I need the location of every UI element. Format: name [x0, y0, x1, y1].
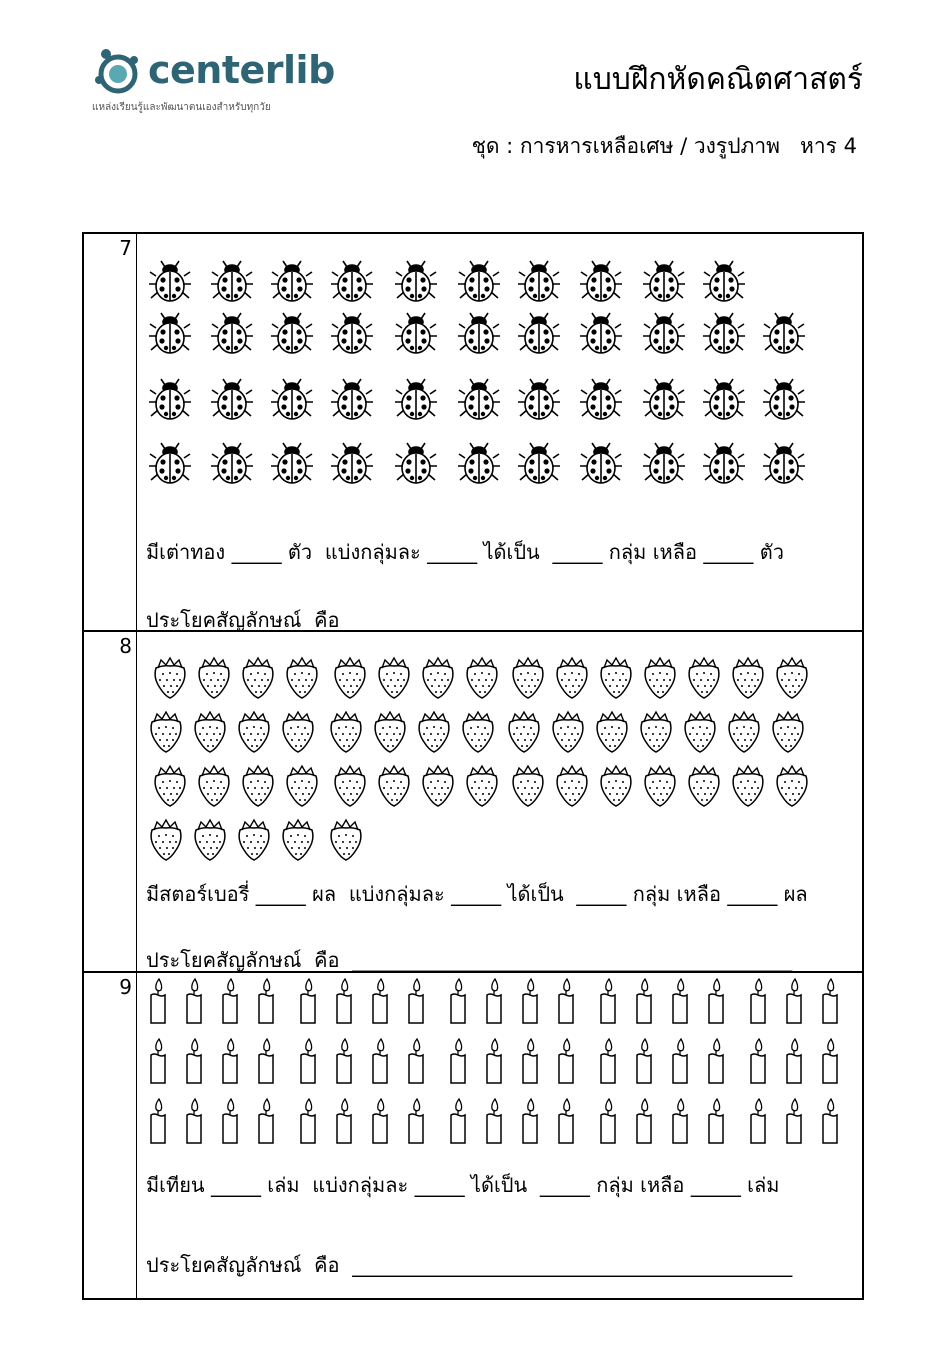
candle-icon[interactable] [220, 1037, 240, 1085]
strawberry-icon[interactable] [504, 710, 544, 754]
answer-blank-groups[interactable]: _____ [539, 1173, 590, 1197]
answer-blank-groups[interactable]: _____ [576, 882, 627, 906]
ladybug-icon[interactable] [268, 310, 316, 358]
sentence-blank[interactable]: ____________________________________________ [352, 608, 793, 632]
candle-icon[interactable] [298, 1097, 318, 1145]
candle-icon[interactable] [220, 977, 240, 1025]
sentence-label: ประโยคสัญลักษณ์ คือ [146, 1253, 340, 1277]
candle-icon[interactable] [598, 1097, 618, 1145]
strawberry-icon[interactable] [636, 710, 676, 754]
strawberry-icon[interactable] [234, 818, 274, 862]
sentence-label: ประโยคสัญลักษณ์ คือ [146, 948, 340, 972]
candle-icon[interactable] [256, 1097, 276, 1145]
answer-blank-remainder[interactable]: _____ [703, 540, 754, 564]
candle-icon[interactable] [220, 1097, 240, 1145]
ladybug-icon[interactable] [328, 258, 376, 306]
subtitle-prefix: ชุด : [471, 134, 520, 158]
strawberry-icon[interactable] [190, 818, 230, 862]
candle-icon[interactable] [184, 977, 204, 1025]
strawberry-icon[interactable] [772, 764, 812, 808]
worksheet-subtitle [472, 130, 857, 163]
candle-icon[interactable] [748, 1037, 768, 1085]
strawberry-icon[interactable] [414, 710, 454, 754]
ladybug-icon[interactable] [328, 440, 376, 488]
strawberry-icon[interactable] [640, 656, 680, 700]
ladybug-icon[interactable] [455, 258, 503, 306]
strawberry-icon[interactable] [508, 656, 548, 700]
ladybug-icon[interactable] [577, 310, 625, 358]
answer-blank-total[interactable]: _____ [255, 882, 306, 906]
ladybug-icon[interactable] [700, 310, 748, 358]
exercise-number: 7 [119, 236, 132, 260]
candle-icon[interactable] [820, 977, 840, 1025]
exercise-number: 8 [119, 634, 132, 658]
strawberry-icon[interactable] [282, 656, 322, 700]
strawberry-icon[interactable] [150, 764, 190, 808]
candle-icon[interactable] [334, 1097, 354, 1145]
candle-icon[interactable] [706, 977, 726, 1025]
strawberry-icon[interactable] [326, 710, 366, 754]
strawberry-icon[interactable] [146, 818, 186, 862]
ladybug-icon[interactable] [392, 310, 440, 358]
candle-icon[interactable] [448, 977, 468, 1025]
strawberry-icon[interactable] [462, 764, 502, 808]
strawberry-icon[interactable] [418, 656, 458, 700]
strawberry-icon[interactable] [146, 710, 186, 754]
strawberry-icon[interactable] [418, 764, 458, 808]
ladybug-icon[interactable] [640, 258, 688, 306]
ladybug-icon[interactable] [700, 440, 748, 488]
logo-text: centerlib [148, 48, 335, 92]
ladybug-icon[interactable] [760, 440, 808, 488]
ladybug-icon[interactable] [146, 440, 194, 488]
strawberry-icon[interactable] [596, 764, 636, 808]
strawberry-icon[interactable] [728, 764, 768, 808]
candle-icon[interactable] [670, 1037, 690, 1085]
ladybug-icon[interactable] [515, 440, 563, 488]
centerlib-logo [92, 40, 352, 120]
strawberry-icon[interactable] [640, 764, 680, 808]
sentence-label: ประโยคสัญลักษณ์ คือ [146, 608, 340, 632]
strawberry-icon[interactable] [596, 656, 636, 700]
exercise-row-7 [84, 234, 862, 630]
strawberry-icon[interactable] [680, 710, 720, 754]
candle-icon[interactable] [784, 977, 804, 1025]
answer-blank-group-size[interactable]: _____ [427, 540, 478, 564]
strawberry-icon[interactable] [234, 710, 274, 754]
ladybug-icon[interactable] [392, 258, 440, 306]
strawberry-icon[interactable] [684, 656, 724, 700]
strawberry-icon[interactable] [238, 764, 278, 808]
candle-icon[interactable] [298, 1037, 318, 1085]
ladybug-icon[interactable] [577, 376, 625, 424]
page-title: แบบฝึกหัดคณิตศาสตร์ [573, 62, 863, 97]
ladybug-icon[interactable] [208, 310, 256, 358]
candle-icon[interactable] [148, 1037, 168, 1085]
candle-icon[interactable] [370, 977, 390, 1025]
exercise-row-8 [84, 632, 862, 971]
strawberry-icon[interactable] [508, 764, 548, 808]
strawberry-icon[interactable] [194, 764, 234, 808]
candle-icon[interactable] [784, 1037, 804, 1085]
logo-tagline: แหล่งเรียนรู้และพัฒนาตนเองสำหรับทุกวัย [92, 102, 271, 113]
exercise-table [82, 232, 864, 1300]
candle-icon[interactable] [256, 977, 276, 1025]
strawberry-icon[interactable] [458, 710, 498, 754]
ladybug-icon[interactable] [208, 440, 256, 488]
candle-icon[interactable] [670, 1097, 690, 1145]
ladybug-icon[interactable] [640, 376, 688, 424]
question-line: มีเต่าทอง _____ ตัว แบ่งกลุ่มละ _____ ได้เป็น _____ กลุ่ม เหลือ _____ ตัว [146, 540, 784, 564]
exercise-row-9 [84, 973, 862, 1300]
ladybug-icon[interactable] [640, 440, 688, 488]
ladybug-icon[interactable] [328, 376, 376, 424]
candle-icon[interactable] [484, 1097, 504, 1145]
candle-icon[interactable] [748, 1097, 768, 1145]
ladybug-icon[interactable] [640, 310, 688, 358]
ladybug-icon[interactable] [268, 440, 316, 488]
subtitle-divisor: หาร 4 [800, 134, 857, 158]
strawberry-icon[interactable] [374, 764, 414, 808]
strawberry-icon[interactable] [190, 710, 230, 754]
strawberry-icon[interactable] [374, 656, 414, 700]
sentence-blank[interactable]: ____________________________________________ [352, 1253, 793, 1277]
ladybug-icon[interactable] [328, 310, 376, 358]
ladybug-icon[interactable] [208, 258, 256, 306]
ladybug-icon[interactable] [455, 440, 503, 488]
candle-icon[interactable] [820, 1037, 840, 1085]
ladybug-icon[interactable] [146, 258, 194, 306]
strawberry-icon[interactable] [548, 710, 588, 754]
strawberry-icon[interactable] [150, 656, 190, 700]
answer-blank-groups[interactable]: _____ [552, 540, 603, 564]
candle-icon[interactable] [670, 977, 690, 1025]
answer-blank-group-size[interactable]: _____ [451, 882, 502, 906]
ladybug-icon[interactable] [700, 376, 748, 424]
candle-icon[interactable] [334, 1037, 354, 1085]
candle-icon[interactable] [598, 977, 618, 1025]
candle-icon[interactable] [334, 977, 354, 1025]
candle-icon[interactable] [706, 1037, 726, 1085]
candle-icon[interactable] [148, 1097, 168, 1145]
question-line: มีเทียน _____ เล่ม แบ่งกลุ่มละ _____ ได้เป็น _____ กลุ่ม เหลือ _____ เล่ม [146, 1173, 780, 1197]
strawberry-icon[interactable] [768, 710, 808, 754]
ladybug-icon[interactable] [455, 310, 503, 358]
ladybug-icon[interactable] [392, 440, 440, 488]
candle-icon[interactable] [484, 1037, 504, 1085]
ladybug-icon[interactable] [577, 258, 625, 306]
ladybug-icon[interactable] [700, 258, 748, 306]
answer-blank-remainder[interactable]: _____ [690, 1173, 741, 1197]
ladybug-icon[interactable] [455, 376, 503, 424]
strawberry-icon[interactable] [684, 764, 724, 808]
answer-blank-group-size[interactable]: _____ [414, 1173, 465, 1197]
ladybug-icon[interactable] [515, 310, 563, 358]
strawberry-icon[interactable] [330, 656, 370, 700]
candle-icon[interactable] [634, 1037, 654, 1085]
strawberry-icon[interactable] [238, 656, 278, 700]
ladybug-icon[interactable] [208, 376, 256, 424]
answer-blank-remainder[interactable]: _____ [727, 882, 778, 906]
strawberry-icon[interactable] [552, 764, 592, 808]
candle-icon[interactable] [634, 977, 654, 1025]
sentence-blank[interactable]: ____________________________________________ [352, 948, 793, 972]
strawberry-icon[interactable] [330, 764, 370, 808]
strawberry-icon[interactable] [772, 656, 812, 700]
strawberry-icon[interactable] [592, 710, 632, 754]
candle-icon[interactable] [256, 1037, 276, 1085]
strawberry-icon[interactable] [282, 764, 322, 808]
candle-icon[interactable] [406, 977, 426, 1025]
ladybug-icon[interactable] [515, 376, 563, 424]
candle-icon[interactable] [448, 1037, 468, 1085]
sentence-line [146, 1249, 792, 1281]
candle-icon[interactable] [556, 977, 576, 1025]
candle-icon[interactable] [634, 1097, 654, 1145]
ladybug-icon[interactable] [392, 376, 440, 424]
answer-blank-total[interactable]: _____ [210, 1173, 261, 1197]
strawberry-icon[interactable] [370, 710, 410, 754]
candle-icon[interactable] [184, 1097, 204, 1145]
answer-blank-total[interactable]: _____ [231, 540, 282, 564]
strawberry-icon[interactable] [278, 818, 318, 862]
ladybug-icon[interactable] [146, 376, 194, 424]
ladybug-icon[interactable] [146, 310, 194, 358]
candle-icon[interactable] [520, 1037, 540, 1085]
strawberry-icon[interactable] [278, 710, 318, 754]
candle-icon[interactable] [148, 977, 168, 1025]
question-line: มีสตอร์เบอรี่ _____ ผล แบ่งกลุ่มละ _____ ได้เป็น _____ กลุ่ม เหลือ _____ ผล [146, 882, 808, 906]
candle-icon[interactable] [598, 1037, 618, 1085]
strawberry-icon[interactable] [552, 656, 592, 700]
candle-icon[interactable] [556, 1097, 576, 1145]
ladybug-icon[interactable] [268, 258, 316, 306]
candle-icon[interactable] [820, 1097, 840, 1145]
ladybug-icon[interactable] [268, 376, 316, 424]
strawberry-icon[interactable] [462, 656, 502, 700]
candle-icon[interactable] [748, 977, 768, 1025]
ladybug-icon[interactable] [760, 310, 808, 358]
ladybug-icon[interactable] [577, 440, 625, 488]
candle-icon[interactable] [406, 1037, 426, 1085]
candle-icon[interactable] [298, 977, 318, 1025]
candle-icon[interactable] [406, 1097, 426, 1145]
exercise-number: 9 [119, 975, 132, 999]
candle-icon[interactable] [706, 1097, 726, 1145]
candle-icon[interactable] [184, 1037, 204, 1085]
strawberry-icon[interactable] [194, 656, 234, 700]
candle-icon[interactable] [484, 977, 504, 1025]
strawberry-icon[interactable] [326, 818, 366, 862]
subtitle-topic: การหารเหลือเศษ / วงรูปภาพ [519, 134, 781, 158]
candle-icon[interactable] [370, 1097, 390, 1145]
ladybug-icon[interactable] [515, 258, 563, 306]
candle-icon[interactable] [370, 1037, 390, 1085]
strawberry-icon[interactable] [728, 656, 768, 700]
candle-icon[interactable] [556, 1037, 576, 1085]
strawberry-icon[interactable] [724, 710, 764, 754]
candle-icon[interactable] [520, 1097, 540, 1145]
candle-icon[interactable] [784, 1097, 804, 1145]
logo-mark-icon [92, 44, 148, 100]
ladybug-icon[interactable] [760, 376, 808, 424]
sentence-line [146, 944, 792, 976]
candle-icon[interactable] [448, 1097, 468, 1145]
candle-icon[interactable] [520, 977, 540, 1025]
